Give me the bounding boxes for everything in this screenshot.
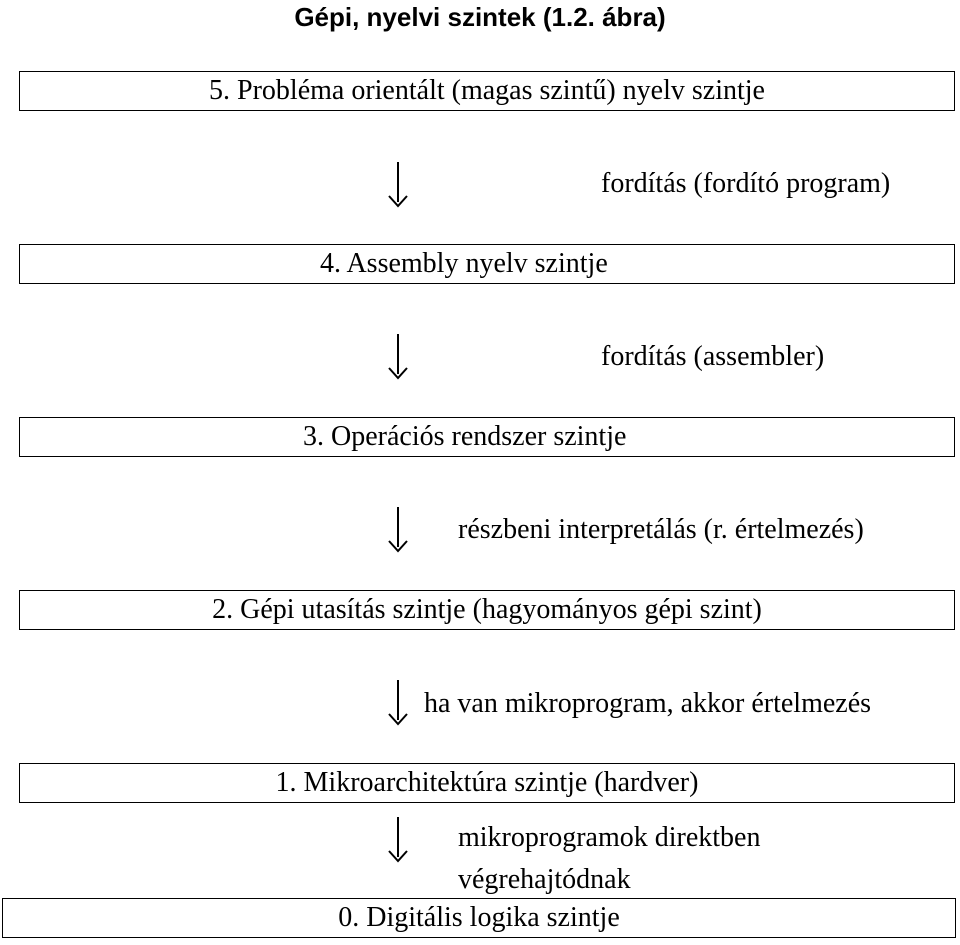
level-box-0: 0. Digitális logika szintje [2,898,956,938]
transition-label-direct-line1: mikroprogramok direktben [458,822,761,853]
transition-label-microprogram: ha van mikroprogram, akkor értelmezés [424,688,872,719]
transition-label-compiler: fordítás (fordító program) [601,168,891,199]
down-arrow-icon [387,505,409,553]
level-box-3: 3. Operációs rendszer szintje [19,417,955,457]
level-box-1: 1. Mikroarchitektúra szintje (hardver) [19,763,955,803]
transition-label-interpretation: részbeni interpretálás (r. értelmezés) [458,514,864,545]
level-box-4: 4. Assembly nyelv szintje [19,244,955,284]
level-box-2: 2. Gépi utasítás szintje (hagyományos gépi szint) [19,590,955,630]
down-arrow-icon [387,678,409,726]
diagram-title: Gépi, nyelvi szintek (1.2. ábra) [294,2,666,32]
level-box-5: 5. Probléma orientált (magas szintű) nyelv szintje [19,71,955,111]
down-arrow-icon [387,815,409,863]
transition-label-assembler: fordítás (assembler) [601,341,825,372]
down-arrow-icon [387,160,409,208]
down-arrow-icon [387,332,409,380]
transition-label-direct-line2: végrehajtódnak [458,864,631,895]
